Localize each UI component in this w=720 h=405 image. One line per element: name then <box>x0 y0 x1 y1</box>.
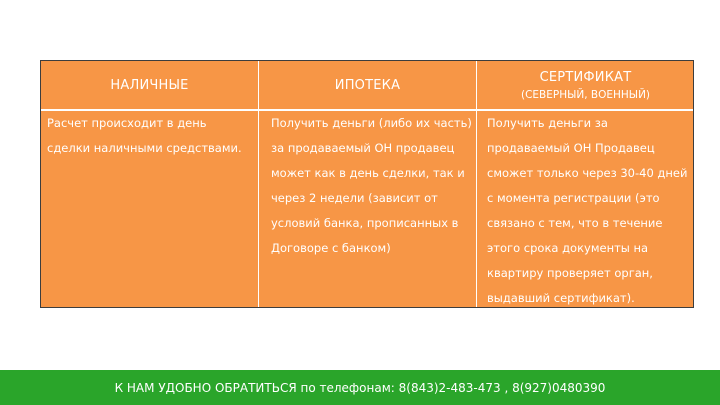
cell-certificate <box>481 111 694 311</box>
cell-line: продаваемый ОН Продавец <box>487 141 655 155</box>
header-certificate-title: СЕРТИФИКАТ <box>539 69 632 85</box>
cell-line: Расчет происходит в день <box>47 116 207 130</box>
cell-line: может как в день сделки, так и <box>271 166 465 180</box>
cell-line: сможет только через 30-40 дней <box>487 166 688 180</box>
cell-line: за продаваемый ОН продавец <box>271 141 455 155</box>
contact-footer <box>0 370 720 405</box>
cell-line: условий банка, прописанных в <box>271 216 459 230</box>
cell-line: квартиру проверяет орган, <box>487 266 653 280</box>
cell-line: Договоре с банком) <box>271 241 391 255</box>
header-mortgage <box>259 61 476 109</box>
cell-line: этого срока документы на <box>487 241 649 255</box>
cell-line: выдавший сертификат). <box>487 291 635 305</box>
cell-line: сделки наличными средствами. <box>47 141 242 155</box>
cell-line: Получить деньги за <box>487 116 608 130</box>
cell-line: с момента регистрации (это <box>487 191 660 205</box>
header-certificate <box>477 61 694 109</box>
header-cash-title: НАЛИЧНЫЕ <box>110 77 189 93</box>
cell-line: Получить деньги (либо их часть) <box>271 116 472 130</box>
cell-cash <box>41 111 258 161</box>
cell-mortgage <box>265 111 476 261</box>
cell-line: связано с тем, что в течение <box>487 216 663 230</box>
comparison-table <box>40 60 694 308</box>
header-mortgage-title: ИПОТЕКА <box>334 77 401 93</box>
header-certificate-subtitle: (СЕВЕРНЫЙ, ВОЕННЫЙ) <box>520 88 651 101</box>
header-cash <box>41 61 258 109</box>
cell-line: через 2 недели (зависит от <box>271 191 438 205</box>
footer-text: К НАМ УДОБНО ОБРАТИТЬСЯ по телефонам: 8(843)2-483-473 , 8(927)0480390 <box>114 380 606 395</box>
